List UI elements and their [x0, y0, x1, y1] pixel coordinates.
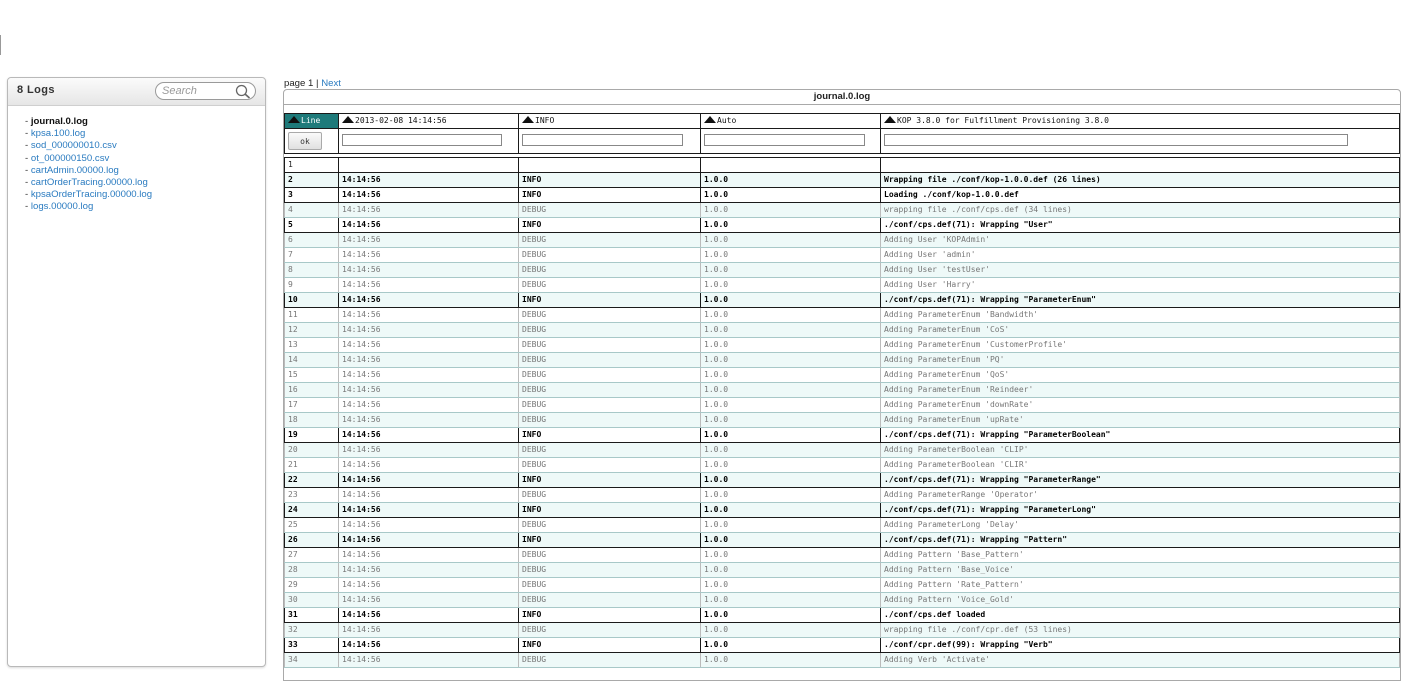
- time-cell: 14:14:56: [339, 548, 519, 563]
- line-number-cell: 30: [285, 593, 339, 608]
- line-number-cell: 12: [285, 323, 339, 338]
- log-row: [285, 398, 1400, 413]
- message-cell: wrapping file ./conf/cps.def (34 lines): [881, 203, 1400, 218]
- message-cell: ./conf/cps.def(71): Wrapping "User": [881, 218, 1400, 233]
- time-cell: 14:14:56: [339, 188, 519, 203]
- version-cell: 1.0.0: [701, 533, 881, 548]
- version-cell: 1.0.0: [701, 398, 881, 413]
- level-cell: DEBUG: [519, 398, 701, 413]
- level-cell: INFO: [519, 188, 701, 203]
- level-cell: DEBUG: [519, 458, 701, 473]
- level-cell: DEBUG: [519, 353, 701, 368]
- message-cell: Adding ParameterEnum 'upRate': [881, 413, 1400, 428]
- list-bullet: -: [25, 152, 31, 164]
- log-list-header: [8, 78, 265, 106]
- log-file-list: [8, 106, 265, 214]
- version-cell: 1.0.0: [701, 293, 881, 308]
- time-cell: 14:14:56: [339, 383, 519, 398]
- log-file-item[interactable]: [25, 128, 265, 140]
- level-cell: DEBUG: [519, 368, 701, 383]
- log-row: [285, 488, 1400, 503]
- list-bullet: -: [25, 177, 31, 189]
- line-number-cell: 17: [285, 398, 339, 413]
- time-cell: 14:14:56: [339, 173, 519, 188]
- version-cell: 1.0.0: [701, 338, 881, 353]
- log-row: [285, 263, 1400, 278]
- version-cell: 1.0.0: [701, 473, 881, 488]
- level-cell: INFO: [519, 173, 701, 188]
- log-row: [285, 338, 1400, 353]
- time-cell: 14:14:56: [339, 398, 519, 413]
- log-row: [285, 293, 1400, 308]
- time-cell: 14:14:56: [339, 278, 519, 293]
- log-row: [285, 323, 1400, 338]
- level-cell: DEBUG: [519, 623, 701, 638]
- sort-column-message[interactable]: [881, 114, 1400, 129]
- message-cell: Adding ParameterEnum 'QoS': [881, 368, 1400, 383]
- line-number-cell: 34: [285, 653, 339, 668]
- time-cell: 14:14:56: [339, 338, 519, 353]
- version-cell: 1.0.0: [701, 488, 881, 503]
- version-cell: 1.0.0: [701, 218, 881, 233]
- list-bullet: -: [25, 128, 31, 140]
- level-cell: DEBUG: [519, 233, 701, 248]
- message-cell: ./conf/cps.def(71): Wrapping "Pattern": [881, 533, 1400, 548]
- filter-ok-cell: [285, 129, 339, 154]
- time-cell: 14:14:56: [339, 623, 519, 638]
- level-cell: INFO: [519, 218, 701, 233]
- log-file-link[interactable]: logs.00000.log: [30, 201, 94, 213]
- column-label: INFO: [535, 116, 555, 125]
- level-cell: INFO: [519, 293, 701, 308]
- version-cell: 1.0.0: [701, 518, 881, 533]
- level-cell: INFO: [519, 503, 701, 518]
- page-edge-mark: [0, 35, 1, 55]
- list-bullet: -: [25, 189, 31, 201]
- sort-up-icon: [704, 116, 716, 123]
- message-cell: Adding ParameterLong 'Delay': [881, 518, 1400, 533]
- log-row: [285, 608, 1400, 623]
- message-cell: Adding User 'admin': [881, 248, 1400, 263]
- line-number-cell: 29: [285, 578, 339, 593]
- log-count-title: 8 Logs: [17, 84, 55, 96]
- level-cell: [519, 158, 701, 173]
- level-cell: DEBUG: [519, 308, 701, 323]
- time-cell: 14:14:56: [339, 308, 519, 323]
- version-cell: 1.0.0: [701, 653, 881, 668]
- line-number-cell: 11: [285, 308, 339, 323]
- list-bullet: -: [25, 164, 31, 176]
- version-filter-input[interactable]: [704, 134, 865, 146]
- list-bullet: -: [25, 140, 31, 152]
- version-cell: 1.0.0: [701, 308, 881, 323]
- message-cell: ./conf/cps.def(71): Wrapping "ParameterRange": [881, 473, 1400, 488]
- line-number-cell: 28: [285, 563, 339, 578]
- log-file-link[interactable]: cartAdmin.00000.log: [30, 164, 119, 176]
- log-file-link[interactable]: journal.0.log: [30, 116, 88, 127]
- time-cell: 14:14:56: [339, 443, 519, 458]
- level-cell: DEBUG: [519, 383, 701, 398]
- message-cell: ./conf/cps.def(71): Wrapping "ParameterBoolean": [881, 428, 1400, 443]
- version-cell: 1.0.0: [701, 503, 881, 518]
- message-cell: Adding Pattern 'Rate_Pattern': [881, 578, 1400, 593]
- log-row: [285, 443, 1400, 458]
- level-cell: INFO: [519, 638, 701, 653]
- log-row: [285, 248, 1400, 263]
- version-cell: 1.0.0: [701, 443, 881, 458]
- line-number-cell: 1: [285, 158, 339, 173]
- line-number-cell: 13: [285, 338, 339, 353]
- level-cell: DEBUG: [519, 653, 701, 668]
- line-number-cell: 9: [285, 278, 339, 293]
- message-cell: Adding Pattern 'Base_Pattern': [881, 548, 1400, 563]
- log-row: [285, 203, 1400, 218]
- line-number-cell: 33: [285, 638, 339, 653]
- log-row: [285, 518, 1400, 533]
- log-file-link[interactable]: kpsa.100.log: [30, 128, 86, 140]
- message-cell: Adding ParameterBoolean 'CLIP': [881, 443, 1400, 458]
- log-row: [285, 578, 1400, 593]
- version-cell: 1.0.0: [701, 383, 881, 398]
- level-cell: INFO: [519, 473, 701, 488]
- line-number-cell: 25: [285, 518, 339, 533]
- message-cell: Adding ParameterEnum 'PQ': [881, 353, 1400, 368]
- version-cell: 1.0.0: [701, 413, 881, 428]
- level-cell: DEBUG: [519, 443, 701, 458]
- time-cell: 14:14:56: [339, 593, 519, 608]
- line-number-cell: 26: [285, 533, 339, 548]
- sort-column-level[interactable]: [519, 114, 701, 129]
- filter-row: [285, 129, 1400, 154]
- time-cell: 14:14:56: [339, 413, 519, 428]
- log-rows: [285, 158, 1400, 668]
- level-cell: DEBUG: [519, 413, 701, 428]
- line-number-cell: 31: [285, 608, 339, 623]
- message-cell: Adding User 'Harry': [881, 278, 1400, 293]
- time-filter-input[interactable]: [342, 134, 502, 146]
- version-cell: 1.0.0: [701, 428, 881, 443]
- message-cell: Adding ParameterEnum 'CustomerProfile': [881, 338, 1400, 353]
- version-cell: 1.0.0: [701, 233, 881, 248]
- line-number-cell: 6: [285, 233, 339, 248]
- message-cell: ./conf/cps.def(71): Wrapping "ParameterEnum": [881, 293, 1400, 308]
- line-number-cell: 21: [285, 458, 339, 473]
- time-cell: 14:14:56: [339, 368, 519, 383]
- message-cell: Loading ./conf/kop-1.0.0.def: [881, 188, 1400, 203]
- level-cell: DEBUG: [519, 593, 701, 608]
- line-number-cell: 19: [285, 428, 339, 443]
- message-cell: Adding ParameterRange 'Operator': [881, 488, 1400, 503]
- level-cell: INFO: [519, 428, 701, 443]
- time-cell: 14:14:56: [339, 263, 519, 278]
- sort-up-icon: [342, 116, 354, 123]
- line-number-cell: 2: [285, 173, 339, 188]
- level-cell: DEBUG: [519, 323, 701, 338]
- log-row: [285, 353, 1400, 368]
- version-cell: 1.0.0: [701, 623, 881, 638]
- log-row: [285, 413, 1400, 428]
- line-number-cell: 27: [285, 548, 339, 563]
- search-input[interactable]: [162, 84, 232, 98]
- level-cell: INFO: [519, 608, 701, 623]
- log-row: [285, 308, 1400, 323]
- version-cell: 1.0.0: [701, 353, 881, 368]
- message-cell: Adding Verb 'Activate': [881, 653, 1400, 668]
- line-number-cell: 18: [285, 413, 339, 428]
- list-bullet: -: [25, 116, 31, 127]
- log-row: [285, 593, 1400, 608]
- line-number-cell: 15: [285, 368, 339, 383]
- log-file-item[interactable]: [25, 165, 265, 177]
- message-cell: Adding ParameterEnum 'downRate': [881, 398, 1400, 413]
- message-cell: Adding ParameterBoolean 'CLIR': [881, 458, 1400, 473]
- time-cell: 14:14:56: [339, 638, 519, 653]
- log-file-item[interactable]: [25, 116, 265, 128]
- version-cell: 1.0.0: [701, 563, 881, 578]
- time-cell: 14:14:56: [339, 533, 519, 548]
- line-number-cell: 14: [285, 353, 339, 368]
- log-list-panel: [7, 77, 266, 667]
- message-cell: Adding Pattern 'Base_Voice': [881, 563, 1400, 578]
- version-cell: 1.0.0: [701, 638, 881, 653]
- time-cell: 14:14:56: [339, 503, 519, 518]
- log-row: [285, 458, 1400, 473]
- next-page-link[interactable]: Next: [321, 78, 341, 89]
- log-row: [285, 533, 1400, 548]
- time-cell: 14:14:56: [339, 293, 519, 308]
- search-icon[interactable]: [235, 84, 251, 99]
- level-cell: DEBUG: [519, 578, 701, 593]
- version-cell: 1.0.0: [701, 188, 881, 203]
- line-number-cell: 24: [285, 503, 339, 518]
- log-file-item[interactable]: [25, 153, 265, 165]
- log-row: [285, 638, 1400, 653]
- line-number-cell: 32: [285, 623, 339, 638]
- log-row: [285, 653, 1400, 668]
- message-cell: Adding ParameterEnum 'Reindeer': [881, 383, 1400, 398]
- filter-cell: [519, 129, 701, 154]
- version-cell: 1.0.0: [701, 173, 881, 188]
- message-cell: Adding ParameterEnum 'CoS': [881, 323, 1400, 338]
- time-cell: [339, 158, 519, 173]
- log-row: [285, 278, 1400, 293]
- pager-separator: |: [316, 78, 319, 89]
- log-row: [285, 383, 1400, 398]
- log-row: [285, 188, 1400, 203]
- time-cell: 14:14:56: [339, 653, 519, 668]
- version-cell: 1.0.0: [701, 278, 881, 293]
- column-label: KOP 3.8.0 for Fulfillment Provisioning 3.8.0: [897, 116, 1109, 125]
- log-viewer-panel: [283, 89, 1401, 681]
- level-filter-input[interactable]: [522, 134, 683, 146]
- log-file-title: journal.0.log: [284, 90, 1400, 105]
- filter-cell: [701, 129, 881, 154]
- message-cell: Adding User 'testUser': [881, 263, 1400, 278]
- level-cell: DEBUG: [519, 563, 701, 578]
- time-cell: 14:14:56: [339, 323, 519, 338]
- line-number-cell: 22: [285, 473, 339, 488]
- level-cell: DEBUG: [519, 278, 701, 293]
- version-cell: 1.0.0: [701, 248, 881, 263]
- time-cell: 14:14:56: [339, 563, 519, 578]
- log-row: [285, 158, 1400, 173]
- log-row: [285, 623, 1400, 638]
- line-number-cell: 23: [285, 488, 339, 503]
- pager: [284, 78, 341, 89]
- log-row: [285, 503, 1400, 518]
- sort-up-icon: [884, 116, 896, 123]
- version-cell: [701, 158, 881, 173]
- line-number-cell: 5: [285, 218, 339, 233]
- column-label: Line: [301, 116, 321, 125]
- time-cell: 14:14:56: [339, 428, 519, 443]
- message-cell: Adding Pattern 'Voice_Gold': [881, 593, 1400, 608]
- line-number-cell: 8: [285, 263, 339, 278]
- time-cell: 14:14:56: [339, 458, 519, 473]
- apply-filter-button[interactable]: ok: [288, 132, 322, 150]
- sort-column-time[interactable]: [339, 114, 519, 129]
- time-cell: 14:14:56: [339, 203, 519, 218]
- level-cell: DEBUG: [519, 518, 701, 533]
- message-cell: ./conf/cpr.def(99): Wrapping "Verb": [881, 638, 1400, 653]
- version-cell: 1.0.0: [701, 203, 881, 218]
- log-file-link[interactable]: ot_000000150.csv: [30, 152, 110, 164]
- version-cell: 1.0.0: [701, 368, 881, 383]
- level-cell: DEBUG: [519, 338, 701, 353]
- sort-up-icon: [288, 116, 300, 123]
- time-cell: 14:14:56: [339, 518, 519, 533]
- log-row: [285, 233, 1400, 248]
- log-row: [285, 563, 1400, 578]
- line-number-cell: 10: [285, 293, 339, 308]
- level-cell: DEBUG: [519, 263, 701, 278]
- message-cell: Adding User 'KOPAdmin': [881, 233, 1400, 248]
- log-row: [285, 218, 1400, 233]
- level-cell: DEBUG: [519, 548, 701, 563]
- message-cell: [881, 158, 1400, 173]
- message-cell: Adding ParameterEnum 'Bandwidth': [881, 308, 1400, 323]
- line-number-cell: 3: [285, 188, 339, 203]
- line-number-cell: 4: [285, 203, 339, 218]
- message-cell: Wrapping file ./conf/kop-1.0.0.def (26 lines): [881, 173, 1400, 188]
- time-cell: 14:14:56: [339, 233, 519, 248]
- time-cell: 14:14:56: [339, 578, 519, 593]
- message-cell: wrapping file ./conf/cpr.def (53 lines): [881, 623, 1400, 638]
- message-cell: ./conf/cps.def loaded: [881, 608, 1400, 623]
- log-row: [285, 173, 1400, 188]
- sort-column-version[interactable]: [701, 114, 881, 129]
- level-cell: DEBUG: [519, 488, 701, 503]
- time-cell: 14:14:56: [339, 353, 519, 368]
- time-cell: 14:14:56: [339, 608, 519, 623]
- log-file-link[interactable]: sod_000000010.csv: [30, 140, 117, 152]
- log-table: [284, 113, 1400, 668]
- message-filter-input[interactable]: [884, 134, 1348, 146]
- log-row: [285, 428, 1400, 443]
- list-bullet: -: [25, 201, 31, 213]
- line-number-cell: 7: [285, 248, 339, 263]
- time-cell: 14:14:56: [339, 473, 519, 488]
- log-file-item[interactable]: [25, 201, 265, 213]
- message-cell: ./conf/cps.def(71): Wrapping "ParameterLong": [881, 503, 1400, 518]
- filter-cell: [881, 129, 1400, 154]
- log-file-item[interactable]: [25, 189, 265, 201]
- time-cell: 14:14:56: [339, 218, 519, 233]
- level-cell: DEBUG: [519, 203, 701, 218]
- version-cell: 1.0.0: [701, 608, 881, 623]
- line-number-cell: 16: [285, 383, 339, 398]
- log-file-link[interactable]: cartOrderTracing.00000.log: [30, 177, 148, 189]
- version-cell: 1.0.0: [701, 263, 881, 278]
- search-box[interactable]: [155, 82, 256, 100]
- time-cell: 14:14:56: [339, 488, 519, 503]
- log-file-item[interactable]: [25, 140, 265, 152]
- version-cell: 1.0.0: [701, 593, 881, 608]
- version-cell: 1.0.0: [701, 458, 881, 473]
- header-row: [285, 114, 1400, 129]
- page-label: page 1: [284, 78, 314, 89]
- filter-cell: [339, 129, 519, 154]
- log-row: [285, 473, 1400, 488]
- sort-column-line[interactable]: [285, 114, 339, 129]
- log-file-link[interactable]: kpsaOrderTracing.00000.log: [30, 189, 153, 201]
- log-file-item[interactable]: [25, 177, 265, 189]
- version-cell: 1.0.0: [701, 323, 881, 338]
- column-label: Auto: [717, 116, 737, 125]
- column-label: 2013-02-08 14:14:56: [355, 116, 447, 125]
- level-cell: INFO: [519, 533, 701, 548]
- line-number-cell: 20: [285, 443, 339, 458]
- log-row: [285, 368, 1400, 383]
- time-cell: 14:14:56: [339, 248, 519, 263]
- level-cell: DEBUG: [519, 248, 701, 263]
- version-cell: 1.0.0: [701, 548, 881, 563]
- version-cell: 1.0.0: [701, 578, 881, 593]
- sort-up-icon: [522, 116, 534, 123]
- log-row: [285, 548, 1400, 563]
